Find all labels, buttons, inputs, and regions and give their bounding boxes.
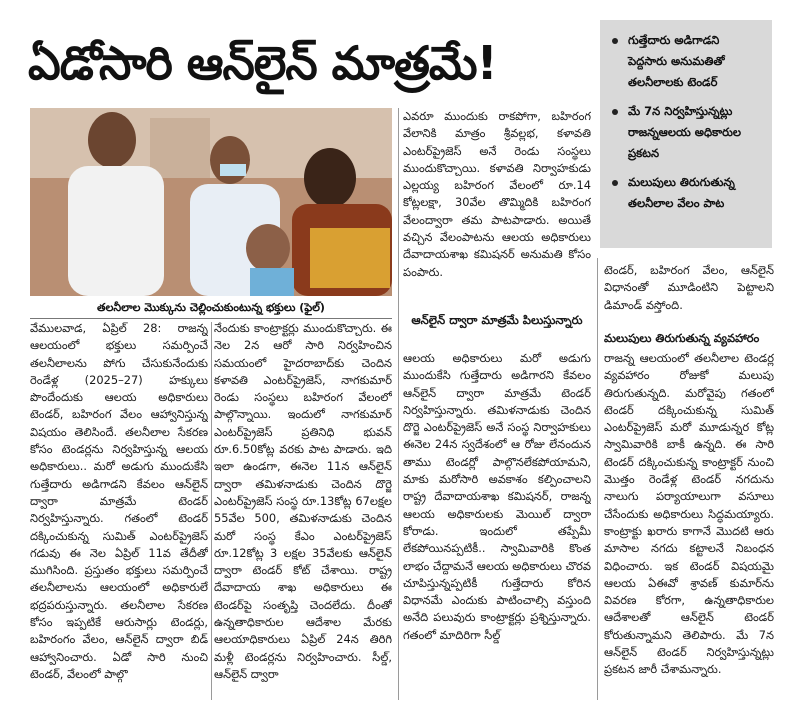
article-column-2: నేందుకు కాంట్రాక్టర్లు ముందుకొచ్చారు. ఈ నెల 2న ఆరో సారి నిర్వహించిన సమయంలో హైదరాబాద్‌కు చెందిన కళావతి ఎంటర్‌ప్రైజెస్, నాగకుమార్ రెండు సంస్థలు బహిరంగ వేలంలో పాల్గొన్నాయి. ఇందులో నాగకుమార్ ఎంటర్‌ప్రైజెస్ ప్రతినిధి భువన్ రూ.6.50కోట్ల వరకు పాట పాడారు. ఇది ఇలా ఉండగా, ఈనెల 11న ఆన్‌లైన్ ద్వారా తమిళనాడుకు చెందిన దొర్జె ఎంటర్‌ప్రైజెస్ సంస్థ రూ.13కోట్ల 67లక్షల 55వేల 500, తమిళనాడుకు చెందిన మరో సంస్థ కేఎం ఎంటర్‌ప్రైజెస్ రూ.12కోట్ల 3 లక్షల 35వేలకు ఆన్‌లైన్ ద్వారా టెండర్ కోట్ చేశాయి. రాష్ట్ర దేవాదాయ శాఖ అధికారులు ఈ టెండర్‌పై సంతృప్తి చెందలేదు. దీంతో ఉన్నతాధికారుల ఆదేశాల మేరకు ఆలయాధికారులు ఏప్రిల్ 24న తిరిగి మళ్లీ టెండర్లను నిర్వహించారు. సీల్డ్, ఆన్‌లైన్ ద్వారా <box>214 321 392 681</box>
highlight-item: గుత్తేదారు అడిగాడని పెద్దసారు అనుమతితో తలనీలాలకు టెండర్ <box>612 30 762 93</box>
column-divider <box>211 322 212 700</box>
bullet-icon <box>612 180 618 186</box>
article-photo <box>30 108 392 296</box>
article-column-3: ఆలయ అధికారులు మరో అడుగు ముందుకేసి గుత్తేదారు అడిగారని కేవలం ఆన్‌లైన్ ద్వారా మాత్రమే టెండర్ నిర్వహిస్తున్నారు. తమిళనాడుకు చెందిన దొర్జె ఎంటర్‌ప్రైజెస్ అనే సంస్థ నిర్వాహకులు ఈనెల 24న స్వదేశంలో ఆ రోజు లేనందున తాము టెండర్లో పాల్గొనలేకపోయామని, మాకు మరోసారి అవకాశం కల్పించాలని రాష్ట్ర దేవాదాయశాఖ కమిషనర్, రాజన్న ఆలయ అధికారులకు మెయిల్ ద్వారా కోరాడు. ఇందులో తప్పేమీ లేకపోయినప్పటికీ.. స్వామివారికి కొంత లాభం చేద్దామనే ఆలయ అధికారులు చొరవ చూపిస్తున్నప్పటికీ గుత్తేదారు కోరిన విధానమే ఎందుకు పాటించాల్సి వస్తుంది అనేది పలువురు కాంట్రాక్టర్లు ప్రశ్నిస్తున్నారు. గతంలో మాదిరిగా సీల్డ్ <box>403 351 591 642</box>
bullet-icon <box>612 38 618 44</box>
article-column-4-top: టెండర్, బహిరంగ వేలం, ఆన్‌లైన్ విధానంతో మూడింటిని పెట్టాలని డిమాండ్ వస్తోంది. <box>604 263 774 312</box>
article-column-3-top: ఎవరూ ముందుకు రాకపోగా, బహిరంగ వేలానికి మాత్రం శ్రీవల్లభ, కళావతి ఎంటర్‌ప్రైజెస్ అనే రెండు సంస్థలు ముందుకొచ్చాయి. కళావతి నిర్వాహకుడు ఎల్లయ్య బహిరంగ వేలంలో రూ.14 కోట్లలక్షా, 30వేల తొమ్మిదికి బహిరంగ వేలంద్వారా తమ పాటపాడారు. అయితే వచ్చిన వేలంపాటను ఆలయ అధికారులు దేవాదాయశాఖ కమిషనర్ అనుమతి కోసం పంపారు. <box>403 109 591 279</box>
bullet-icon <box>612 109 618 115</box>
highlights-list <box>600 20 772 214</box>
subheading-twists: మలుపులు తిరుగుతున్న వ్యవహారం <box>604 331 760 345</box>
highlight-item: మలుపులు తిరుగుతున్న తలనీలాల వేలం పాట <box>612 172 762 214</box>
subheading-online-only: ఆన్‌లైన్ ద్వారా మాత్రమే పిలుస్తున్నారు <box>411 313 583 327</box>
article-column-1: వేములవాడ, ఏప్రిల్ 28: రాజన్న ఆలయంలో భక్తులు సమర్పించే తలనీలాలను పోగు చేసుకునేందుకు రెండేళ్ల (2025–27) హక్కులు పొందేందుకు ఆలయ అధికారులు టెండర్, బహిరంగ వేలం ఆహ్వానిస్తున్న విషయం తెలిసిందే. తలనీలాల సేకరణ కోసం టెండర్లను నిర్వహిస్తున్న ఆలయ అధికారులు.. మరో అడుగు ముందుకేసి గుత్తేదారు అడిగాడని కేవలం ఆన్‌లైన్ ద్వారా మాత్రమే టెండర్ నిర్వహిస్తున్నారు. గతంలో టెండర్ దక్కించుకున్న సుమిత్ ఎంటర్‌ప్రైజెస్ గడువు ఈ నెల ఏప్రిల్ 11వ తేదీతో ముగిసింది. ప్రస్తుతం భక్తులు సమర్పించే తలనీలాలను ఆలయంలో అధికారులే భద్రపరుస్తున్నారు. తలనీలాల సేకరణ కోసం ఇప్పటికే ఆరుసార్లు టెండర్లు, బహిరంగం వేలం, ఆన్‌లైన్ ద్వారా బిడ్ ఆహ్వానించారు. ఏడో సారి నుంచి టెండర్, వేలంలో పాల్గొ <box>30 321 208 681</box>
highlight-item: మే 7న నిర్వహిస్తున్నట్లు రాజన్నఆలయ అధికారుల ప్రకటన <box>612 101 762 164</box>
photo-illustration <box>30 108 392 296</box>
column-divider <box>398 108 399 700</box>
photo-caption: తలనీలాల మొక్కును చెల్లించుకుంటున్న భక్తులు (ఫైల్) <box>30 298 392 319</box>
column-divider <box>597 258 598 700</box>
article-column-4: రాజన్న ఆలయంలో తలనీలాల టెండర్ల వ్యవహారం రోజుకో మలుపు తిరుగుతున్నది. మరోవైపు గతంలో టెండర్ దక్కించుకున్న సుమిత్ ఎంటర్‌ప్రైజెస్ మరో మూడున్నర కోట్ల స్వామివారికి బాకీ ఉన్నది. ఈ సారి టెండర్ దక్కించుకున్న కాంట్రాక్టర్ నుంచి మొత్తం రెండేళ్ల టెండర్ నగదును నాలుగు పర్యాయాలుగా వసూలు చేసేందుకు అధికారులు సిద్ధమయ్యారు. కాంట్రాక్టు ఖరారు కాగానే మొదటి ఆరు మాసాల నగదు కట్టాలనే నిబంధన విధించారు. ఇక టెండర్ విషయమై ఆలయ ఏఈవో శ్రావణ్ కుమార్‌ను వివరణ కోరగా, ఉన్నతాధికారుల ఆదేశాలతో ఆన్‌లైన్ టెండర్ కోరుతున్నామని తెలిపారు. మే 7న ఆన్‌లైన్ టెండర్ నిర్వహిస్తున్నట్లు ప్రకటన జారీ చేశామన్నారు. <box>604 351 774 677</box>
headline: ఏడోసారి ఆన్‌లైన్ మాత్రమే! <box>28 36 497 90</box>
highlights-box <box>600 20 772 248</box>
